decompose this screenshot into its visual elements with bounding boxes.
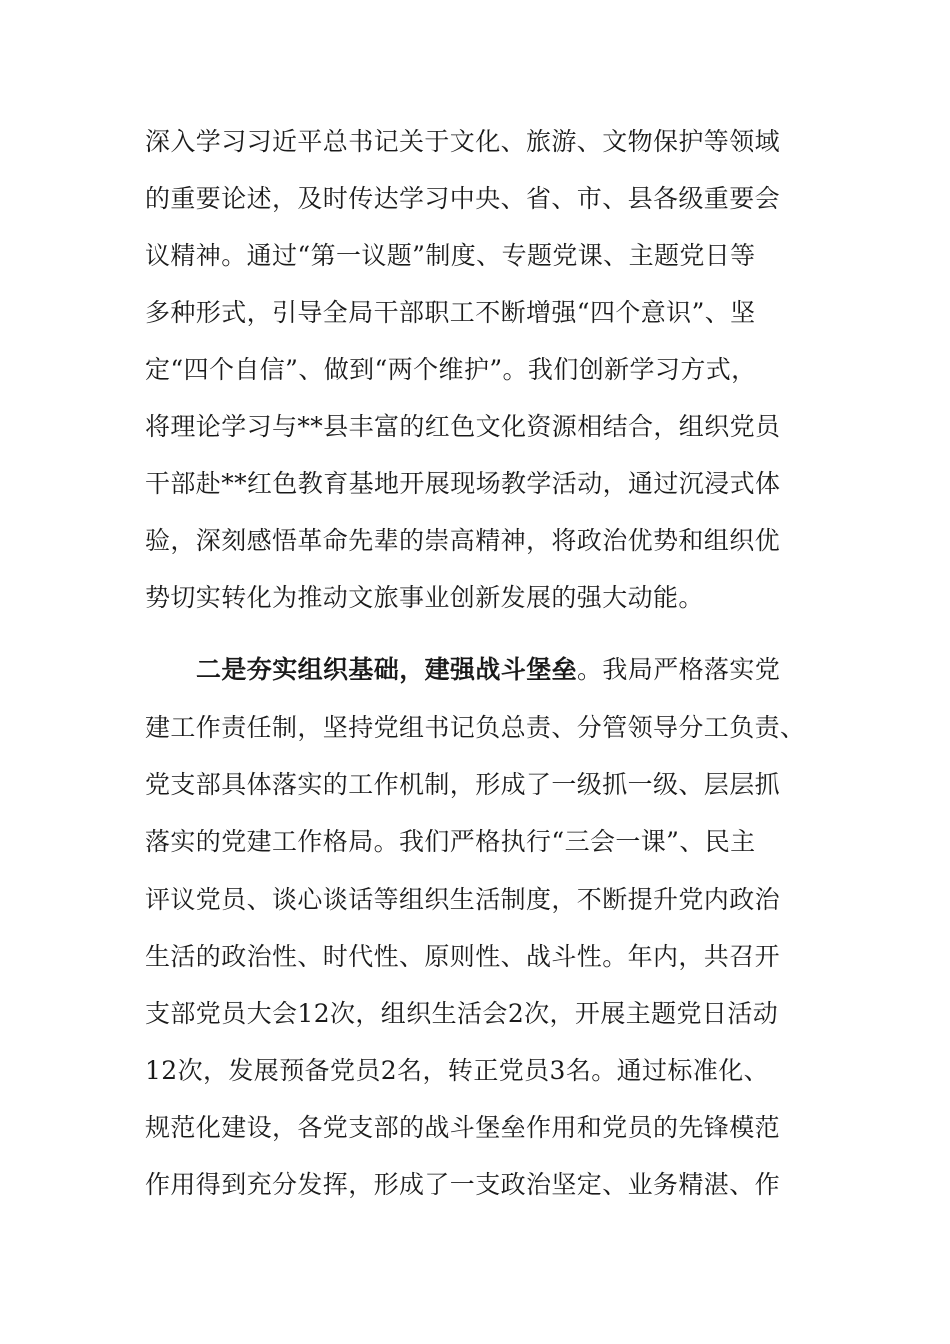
paragraph-1-line-3: 议精神。通过“第一议题”制度、专题党课、主题党日等 [145,241,756,270]
paragraph-2-line-4: 落实的党建工作格局。我们严格执行“三会一课”、民主 [145,827,756,856]
paragraph-1-line-9: 势切实转化为推动文旅事业创新发展的强大动能。 [145,583,704,612]
paragraph-2-first-line [196,655,780,685]
paragraph-2-line-9: 规范化建设，各党支部的战斗堡垒作用和党员的先锋模范 [145,1113,781,1142]
paragraph-1-line-2: 的重要论述，及时传达学习中央、省、市、县各级重要会 [145,184,781,213]
paragraph-1-line-6: 将理论学习与**县丰富的红色文化资源相结合，组织党员 [145,412,781,441]
paragraph-1-line-5: 定“四个自信”、做到“两个维护”。我们创新学习方式， [145,355,757,384]
paragraph-1-line-4: 多种形式，引导全局干部职工不断增强“四个意识”、坚 [145,298,756,327]
paragraph-2-line-5: 评议党员、谈心谈话等组织生活制度，不断提升党内政治 [145,885,781,914]
paragraph-2-line-2: 建工作责任制，坚持党组书记负总责、分管领导分工负责、 [145,713,806,742]
paragraph-2-heading: 二是夯实组织基础，建强战斗堡垒 [196,655,578,684]
paragraph-1-line-8: 验，深刻感悟革命先辈的崇高精神，将政治优势和组织优 [145,526,781,555]
paragraph-1-line-7: 干部赴**红色教育基地开展现场教学活动，通过沉浸式体 [145,469,781,498]
paragraph-2-line-6: 生活的政治性、时代性、原则性、战斗性。年内，共召开 [145,942,781,971]
paragraph-1-line-1: 深入学习习近平总书记关于文化、旅游、文物保护等领域 [145,127,781,156]
paragraph-2-line-10: 作用得到充分发挥，形成了一支政治坚定、业务精湛、作 [145,1170,781,1199]
paragraph-2-line-8: 12次，发展预备党员2名，转正党员3名。通过标准化、 [145,1056,770,1085]
paragraph-2-line-3: 党支部具体落实的工作机制，形成了一级抓一级、层层抓 [145,770,781,799]
paragraph-2-line-7: 支部党员大会12次，组织生活会2次，开展主题党日活动 [145,999,779,1028]
paragraph-2-first-line-rest: 。我局严格落实党 [577,655,781,684]
